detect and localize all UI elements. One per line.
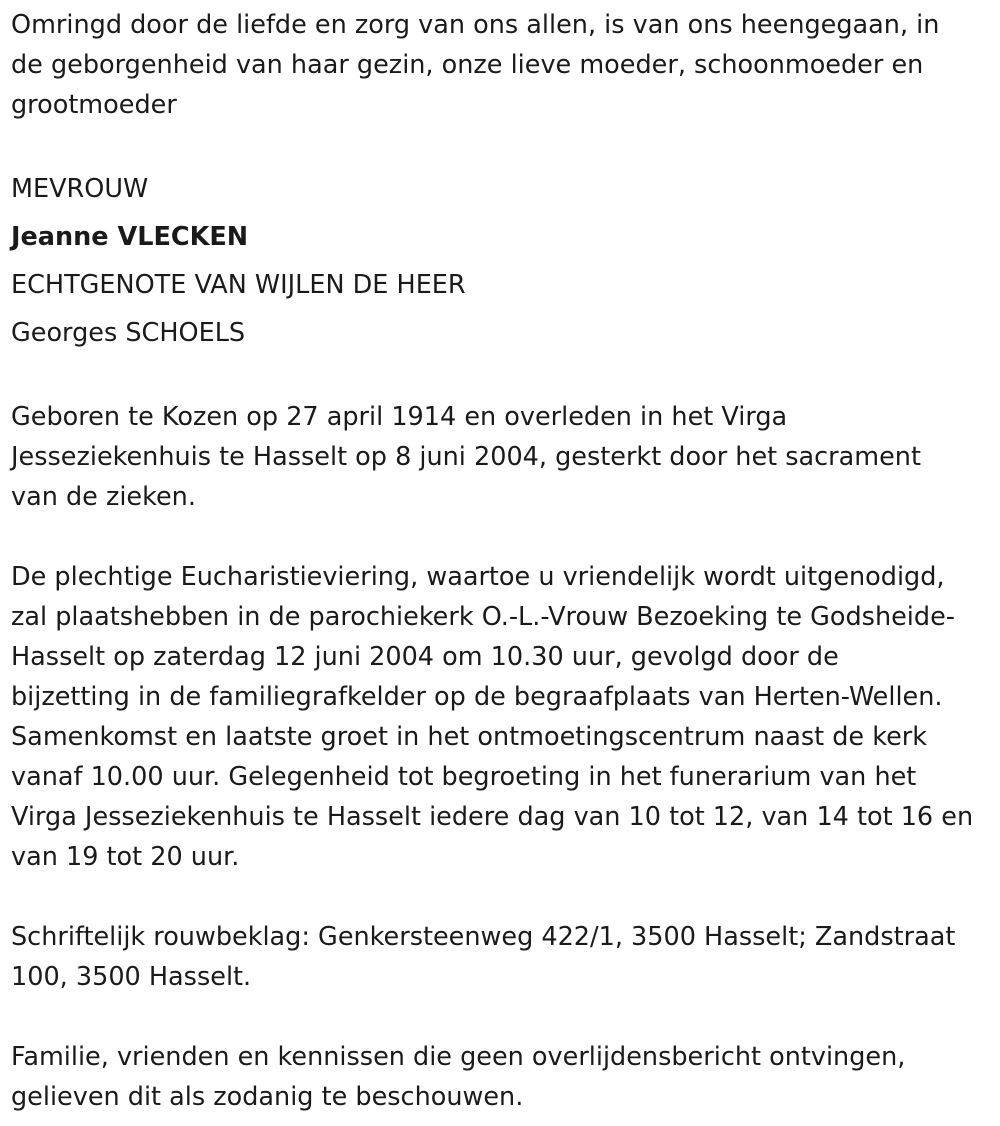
ceremony-line: De plechtige Eucharistieviering, waartoe u vriendelijk wordt uitgenodigd,	[11, 562, 945, 592]
birth-death-line: Jesseziekenhuis te Hasselt op 8 juni 2004, gesterkt door het sacrament	[11, 442, 921, 472]
closing-line: Familie, vrienden en kennissen die geen overlijdensbericht ontvingen,	[11, 1042, 906, 1072]
deceased-name: Jeanne VLECKEN	[11, 222, 249, 252]
birth-death-paragraph	[11, 397, 996, 517]
intro-line: Omringd door de liefde en zorg van ons allen, is van ons heengegaan, in	[11, 10, 940, 40]
closing-paragraph	[11, 1037, 996, 1117]
paragraph-spacer	[11, 357, 996, 397]
paragraph-spacer	[11, 877, 996, 917]
paragraph-spacer	[11, 517, 996, 557]
title-prefix: MEVROUW	[11, 174, 149, 204]
closing-line: gelieven dit als zodanig te beschouwen.	[11, 1082, 524, 1112]
intro-line: grootmoeder	[11, 90, 177, 120]
paragraph-spacer	[11, 125, 996, 165]
ceremony-line: vanaf 10.00 uur. Gelegenheid tot begroeting in het funerarium van het	[11, 762, 917, 792]
paragraph-spacer	[11, 997, 996, 1037]
spouse-label: ECHTGENOTE VAN WIJLEN DE HEER	[11, 270, 466, 300]
spouse-name: Georges SCHOELS	[11, 318, 246, 348]
name-block	[11, 165, 996, 357]
ceremony-line: van 19 tot 20 uur.	[11, 842, 240, 872]
birth-death-line: Geboren te Kozen op 27 april 1914 en overleden in het Virga	[11, 402, 788, 432]
birth-death-line: van de zieken.	[11, 482, 196, 512]
obituary-notice	[11, 5, 996, 1117]
condolences-line: 100, 3500 Hasselt.	[11, 962, 252, 992]
ceremony-line: bijzetting in de familiegrafkelder op de begraafplaats van Herten-Wellen.	[11, 682, 943, 712]
condolences-line: Schriftelijk rouwbeklag: Genkersteenweg 422/1, 3500 Hasselt; Zandstraat	[11, 922, 956, 952]
ceremony-line: Virga Jesseziekenhuis te Hasselt iedere dag van 10 tot 12, van 14 tot 16 en	[11, 802, 974, 832]
ceremony-line: Hasselt op zaterdag 12 juni 2004 om 10.30 uur, gevolgd door de	[11, 642, 839, 672]
intro-paragraph	[11, 5, 996, 125]
condolences-paragraph	[11, 917, 996, 997]
ceremony-paragraph	[11, 557, 996, 877]
ceremony-line: zal plaatshebben in de parochiekerk O.-L.-Vrouw Bezoeking te Godsheide-	[11, 602, 955, 632]
intro-line: de geborgenheid van haar gezin, onze lieve moeder, schoonmoeder en	[11, 50, 924, 80]
ceremony-line: Samenkomst en laatste groet in het ontmoetingscentrum naast de kerk	[11, 722, 928, 752]
